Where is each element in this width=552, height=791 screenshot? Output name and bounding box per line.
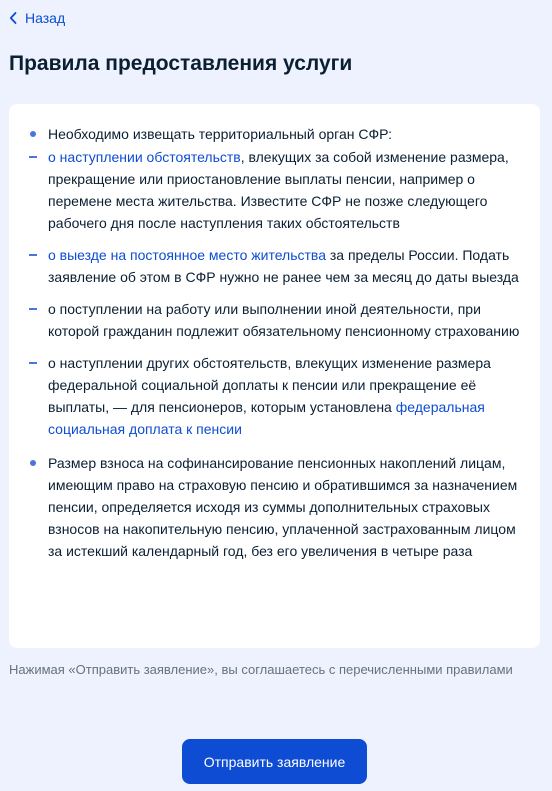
agreement-note: Нажимая «Отправить заявление», вы соглашаетесь с перечисленными правилами xyxy=(9,662,513,677)
contribution-text: Размер взноса на софинансирование пенсионных накоплений лицам, имеющим право на страховую пенсию и обратившимся за назначением пенсии, определяется исходя из суммы дополнительных страховых взносов на накопительную пенсию, уплаченной застрахованным лицом за истекший календарный год, без его увеличения в четыре раза xyxy=(48,455,518,559)
supplement-text: о наступлении других обстоятельств, влекущих изменение размера федеральной социальной доплаты к пенсии или прекращение её выплаты, — для пенсионеров, которым установлена xyxy=(48,355,491,415)
circumstances-text: , влекущих за собой изменение размера, прекращение или приостановление выплаты пенсии, например о перемене места жительства. Известите СФР не позже следующего рабочего дня после наступления таких обстоятельств xyxy=(48,149,509,231)
list-item-supplement xyxy=(29,352,520,440)
circumstances-link[interactable]: о наступлении обстоятельств xyxy=(48,149,241,165)
bullet-dash-icon xyxy=(29,362,37,364)
bullet-dot-icon xyxy=(30,460,36,466)
list-item-relocation xyxy=(29,244,520,288)
page-title: Правила предоставления услуги xyxy=(9,52,353,75)
chevron-left-icon xyxy=(9,12,17,24)
bullet-dash-icon xyxy=(29,308,37,310)
back-link[interactable] xyxy=(9,10,65,26)
submit-button[interactable]: Отправить заявление xyxy=(182,739,367,784)
supplement-link[interactable]: федеральная социальная доплата к пенсии xyxy=(48,399,485,437)
rules-list xyxy=(29,123,520,562)
intro-text: Необходимо извещать территориальный орган СФР: xyxy=(48,126,393,142)
bullet-dash-icon xyxy=(29,254,37,256)
bullet-dash-icon xyxy=(29,156,37,158)
rules-card xyxy=(9,104,540,648)
relocation-text: за пределы России. Подать заявление об этом в СФР нужно не ранее чем за месяц до даты выезда xyxy=(48,247,519,285)
bullet-dot-icon xyxy=(30,131,36,137)
list-item-circumstances xyxy=(29,146,520,234)
list-item-employment xyxy=(29,298,520,342)
list-item-contribution xyxy=(29,452,520,562)
employment-text: о поступлении на работу или выполнении иной деятельности, при которой гражданин подлежит обязательному пенсионному страхованию xyxy=(48,301,520,339)
list-item-intro xyxy=(29,123,520,145)
back-label: Назад xyxy=(25,10,66,26)
relocation-link[interactable]: о выезде на постоянное место жительства xyxy=(48,247,326,263)
